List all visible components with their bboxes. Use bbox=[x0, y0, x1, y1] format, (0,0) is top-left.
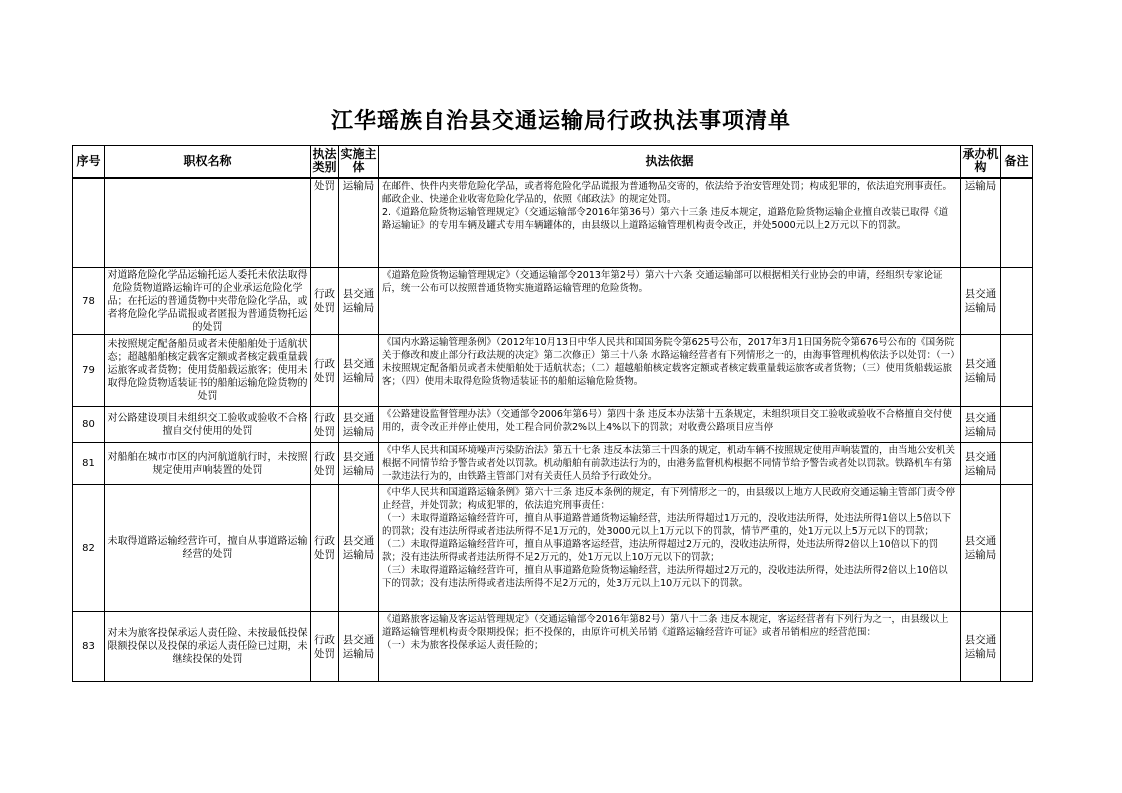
cell-name: 对船舶在城市市区的内河航道航行时，未按照规定使用声响装置的处罚 bbox=[105, 443, 311, 485]
table-row bbox=[73, 268, 1033, 335]
enforcement-table bbox=[72, 145, 1033, 682]
basis-paragraph: （三）未取得道路运输经营许可，擅自从事道路危险货物运输经营，违法所得超过2万元的，没收违法所得，处违法所得2倍以上10倍以下的罚款；没有违法所得或者违法所得不足2万元的，处3万元以上10万元以下的罚款。 bbox=[382, 565, 948, 589]
basis-paragraph: 在邮件、快件内夹带危险化学品，或者将危险化学品谎报为普通物品交寄的，依法给予治安管理处罚；构成犯罪的，依法追究刑事责任。 bbox=[382, 180, 953, 192]
cell-subject: 县交通运输局 bbox=[339, 443, 379, 485]
cell-seq: 81 bbox=[73, 443, 105, 485]
cell-agency: 县交通运输局 bbox=[961, 612, 1001, 682]
cell-seq: 80 bbox=[73, 407, 105, 443]
cell-category: 行政处罚 bbox=[311, 485, 339, 612]
table-row bbox=[73, 485, 1033, 612]
cell-agency: 县交通运输局 bbox=[961, 268, 1001, 335]
table-row bbox=[73, 443, 1033, 485]
basis-paragraph: 《国内水路运输管理条例》（2012年10月13日中华人民共和国国务院令第625号公布，2017年3月1日国务院令第676号公布的《国务院关于修改和废止部分行政法规的决定》第二次修正）第三十八条 水路运输经营者有下列情形之一的，由海事管理机构依法予以处罚：（一）未按照规定配备船员或者未使船舶处于适航状态；（二）超越船舶核定载客定额或者核定载重量载运旅客或者货物；（三）使用货船载运旅客；（四）使用未取得危险货物适装证书的船舶运输危险货物。 bbox=[382, 337, 956, 387]
cell-remark bbox=[1001, 407, 1033, 443]
basis-paragraph: （一）未为旅客投保承运人责任险的； bbox=[382, 640, 544, 651]
cell-name: 对公路建设项目未组织交工验收或验收不合格擅自交付使用的处罚 bbox=[105, 407, 311, 443]
header-remark: 备注 bbox=[1001, 146, 1033, 178]
cell-category: 行政处罚 bbox=[311, 268, 339, 335]
cell-basis bbox=[379, 612, 961, 682]
basis-paragraph: 邮政企业、快递企业收寄危险化学品的，依照《邮政法》的规定处罚。 bbox=[382, 193, 677, 205]
cell-seq: 78 bbox=[73, 268, 105, 335]
cell-basis bbox=[379, 268, 961, 335]
document-title: 江华瑶族自治县交通运输局行政执法事项清单 bbox=[330, 108, 791, 134]
basis-paragraph: 《中华人民共和国环境噪声污染防治法》第五十七条 违反本法第三十四条的规定，机动车辆不按照规定使用声响装置的，由当地公安机关根据不同情节给予警告或者处以罚款。机动船舶有前款违法行为的，由港务监督机构根据不同情节给予警告或者处以罚款。铁路机车有第一款违法行为的，由铁路主管部门对有关责任人员给予行政处分。 bbox=[382, 445, 956, 482]
cell-subject: 运输局 bbox=[339, 178, 379, 268]
cell-agency: 县交通运输局 bbox=[961, 407, 1001, 443]
table-row bbox=[73, 178, 1033, 268]
cell-agency: 县交通运输局 bbox=[961, 335, 1001, 407]
cell-basis bbox=[379, 443, 961, 485]
cell-agency: 县交通运输局 bbox=[961, 485, 1001, 612]
cell-seq: 82 bbox=[73, 485, 105, 612]
cell-subject: 县交通运输局 bbox=[339, 485, 379, 612]
cell-remark bbox=[1001, 485, 1033, 612]
cell-name: 未取得道路运输经营许可，擅自从事道路运输经营的处罚 bbox=[105, 485, 311, 612]
cell-basis bbox=[379, 178, 961, 268]
table-row bbox=[73, 407, 1033, 443]
basis-paragraph: 2.《道路危险货物运输管理规定》（交通运输部令2016年第36号）第六十三条 违反本规定，道路危险货物运输企业擅自改装已取得《道路运输证》的专用车辆及罐式专用车辆罐体的，由县级以上道路运输管理机构责令改正，并处5000元以上2万元以下的罚款。 bbox=[382, 206, 949, 231]
cell-remark bbox=[1001, 178, 1033, 268]
table-row bbox=[73, 335, 1033, 407]
cell-subject: 县交通运输局 bbox=[339, 335, 379, 407]
header-subject: 实施主体 bbox=[339, 146, 379, 178]
basis-paragraph: 《道路旅客运输及客运站管理规定》（交通运输部令2016年第82号）第八十二条 违反本规定，客运经营者有下列行为之一，由县级以上道路运输管理机构责令限期投保；拒不投保的，由原许可机关吊销《道路运输经营许可证》或者吊销相应的经营范围： bbox=[382, 614, 949, 638]
basis-paragraph: 《公路建设监督管理办法》（交通部令2006年第6号）第四十条 违反本办法第十五条规定，未组织项目交工验收或验收不合格擅自交付使用的，责令改正并停止使用，处工程合同价款2%以上4%以下的罚款；对收费公路项目应当停 bbox=[382, 409, 952, 433]
cell-basis bbox=[379, 407, 961, 443]
basis-paragraph: 《道路危险货物运输管理规定》（交通运输部令2013年第2号）第六十六条 交通运输部可以根据相关行业协会的申请，经组织专家论证后，统一公布可以按照普通货物实施道路运输管理的危险货物。 bbox=[382, 270, 943, 294]
header-name: 职权名称 bbox=[105, 146, 311, 178]
cell-remark bbox=[1001, 612, 1033, 682]
header-category: 执法类别 bbox=[311, 146, 339, 178]
cell-seq: 79 bbox=[73, 335, 105, 407]
cell-category: 处罚 bbox=[311, 178, 339, 268]
cell-subject: 县交通运输局 bbox=[339, 612, 379, 682]
cell-category: 行政处罚 bbox=[311, 407, 339, 443]
cell-category: 行政处罚 bbox=[311, 335, 339, 407]
cell-name: 对道路危险化学品运输托运人委托未依法取得危险货物道路运输许可的企业承运危险化学品；在托运的普通货物中夹带危险化学品，或者将危险化学品谎报或者匿报为普通货物托运的处罚 bbox=[105, 268, 311, 335]
cell-seq: 83 bbox=[73, 612, 105, 682]
cell-name: 未按照规定配备船员或者未使船舶处于适航状态；超越船舶核定载客定额或者核定载重量载运旅客或者货物；使用货船载运旅客；使用未取得危险货物适装证书的船舶运输危险货物的处罚 bbox=[105, 335, 311, 407]
table-row bbox=[73, 612, 1033, 682]
basis-paragraph: 《中华人民共和国道路运输条例》第六十三条 违反本条例的规定，有下列情形之一的，由县级以上地方人民政府交通运输主管部门责令停止经营，并处罚款；构成犯罪的，依法追究刑事责任： bbox=[382, 487, 956, 511]
cell-remark bbox=[1001, 335, 1033, 407]
cell-seq bbox=[73, 178, 105, 268]
cell-remark bbox=[1001, 268, 1033, 335]
cell-subject: 县交通运输局 bbox=[339, 268, 379, 335]
cell-subject: 县交通运输局 bbox=[339, 407, 379, 443]
header-agency: 承办机构 bbox=[961, 146, 1001, 178]
cell-category: 行政处罚 bbox=[311, 443, 339, 485]
cell-agency: 县交通运输局 bbox=[961, 443, 1001, 485]
cell-agency: 运输局 bbox=[961, 178, 1001, 268]
header-basis: 执法依据 bbox=[379, 146, 961, 178]
basis-paragraph: （二）未取得道路运输经营许可，擅自从事道路客运经营，违法所得超过2万元的，没收违法所得，处违法所得2倍以上10倍以下的罚款；没有违法所得或者违法所得不足2万元的，处1万元以上10万元以下的罚款； bbox=[382, 539, 939, 563]
header-row bbox=[73, 146, 1033, 178]
cell-remark bbox=[1001, 443, 1033, 485]
header-seq: 序号 bbox=[73, 146, 105, 178]
cell-name bbox=[105, 178, 311, 268]
cell-name: 对未为旅客投保承运人责任险、未按最低投保限额投保以及投保的承运人责任险已过期，未继续投保的处罚 bbox=[105, 612, 311, 682]
cell-category: 行政处罚 bbox=[311, 612, 339, 682]
basis-paragraph: （一）未取得道路运输经营许可，擅自从事道路普通货物运输经营，违法所得超过1万元的，没收违法所得，处违法所得1倍以上5倍以下的罚款；没有违法所得或者违法所得不足1万元的，处3000元以上1万元以下的罚款，情节严重的，处1万元以上5万元以下的罚款； bbox=[382, 513, 952, 537]
cell-basis bbox=[379, 335, 961, 407]
cell-basis bbox=[379, 485, 961, 612]
